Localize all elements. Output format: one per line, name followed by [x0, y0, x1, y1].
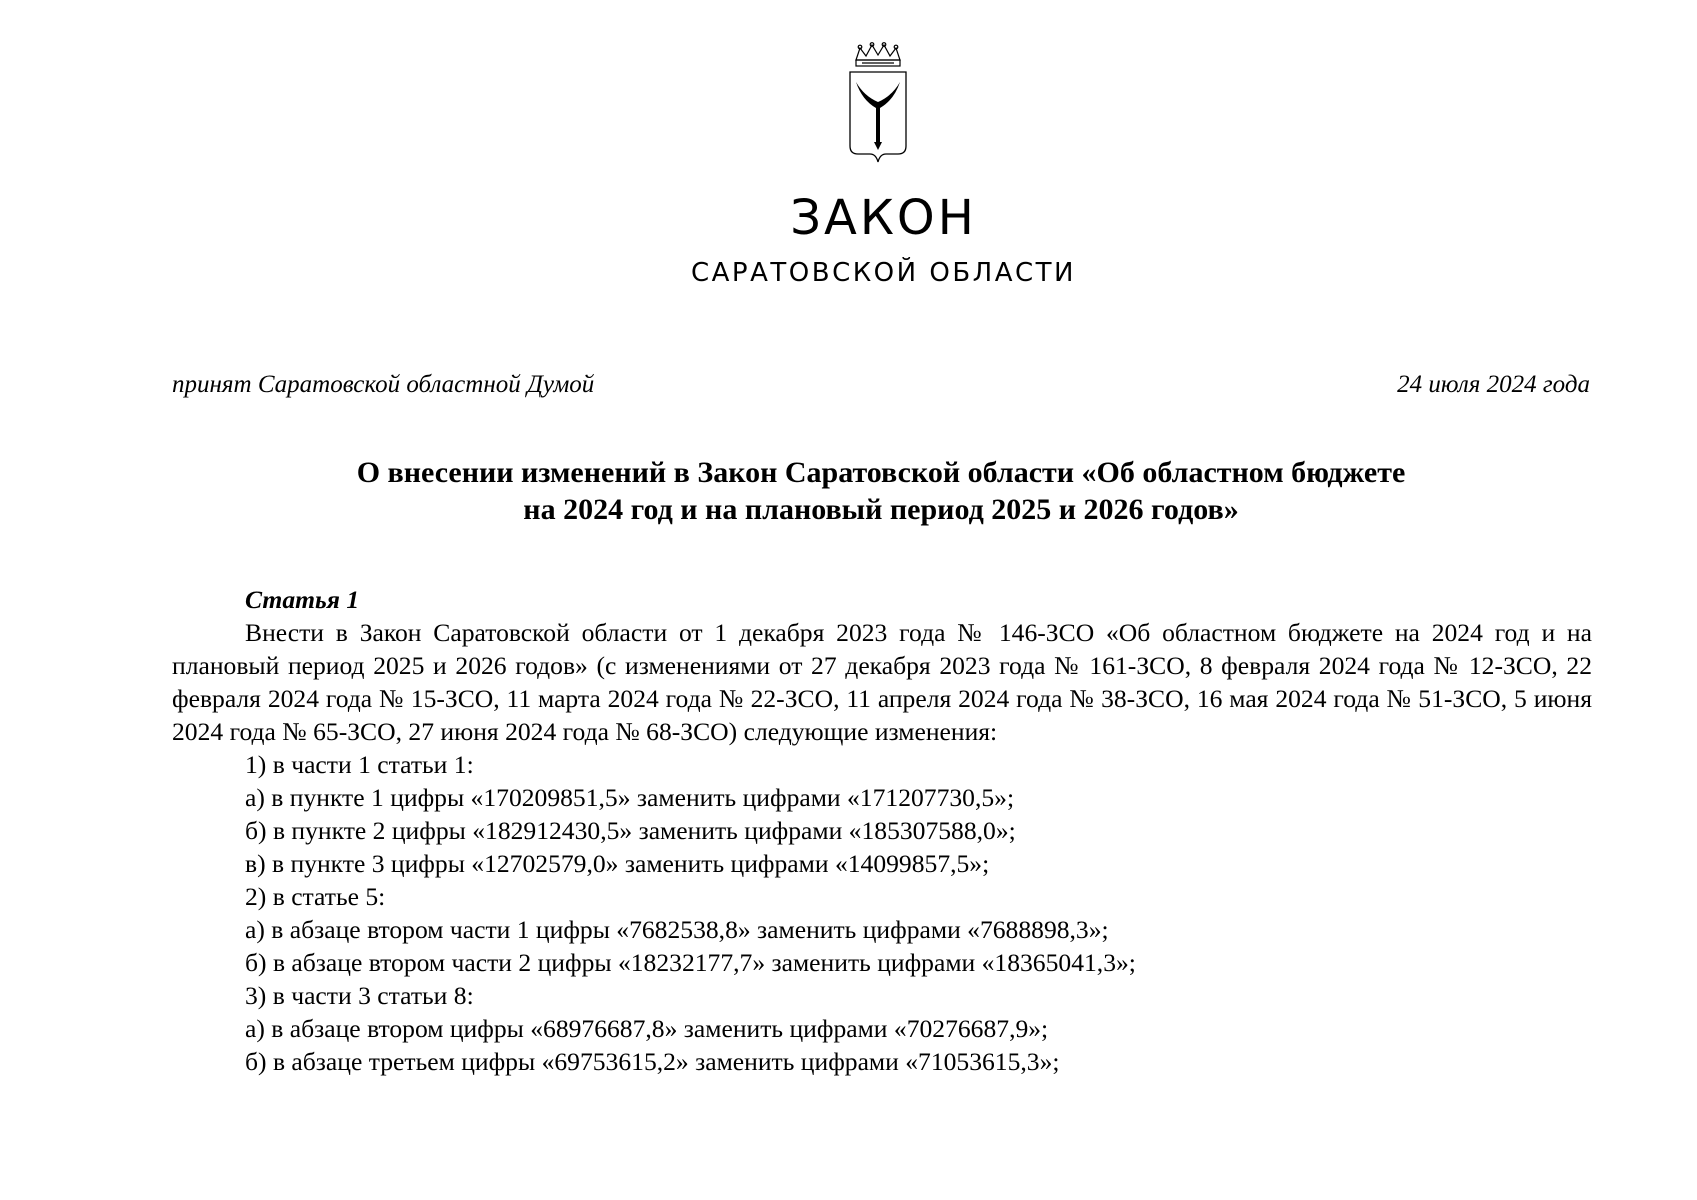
- list-item: б) в абзаце третьем цифры «69753615,2» заменить цифрами «71053615,3»;: [245, 1047, 1060, 1076]
- list-item: 3) в части 3 статьи 8:: [245, 981, 474, 1010]
- document-heading: [172, 454, 1590, 528]
- document-heading-line: на 2024 год и на плановый период 2025 и 2026 годов»: [523, 493, 1239, 526]
- list-item: б) в пункте 2 цифры «182912430,5» заменить цифрами «185307588,0»;: [245, 816, 1016, 845]
- list-item: а) в абзаце втором цифры «68976687,8» заменить цифрами «70276687,9»;: [245, 1014, 1049, 1043]
- law-subtitle: САРАТОВСКОЙ ОБЛАСТИ: [690, 258, 1076, 288]
- list-item: в) в пункте 3 цифры «12702579,0» заменить цифрами «14099857,5»;: [245, 849, 990, 878]
- document-heading-line: О внесении изменений в Закон Саратовской области «Об областном бюджете: [356, 456, 1406, 489]
- list-item: 1) в части 1 статьи 1:: [245, 750, 474, 779]
- list-item: 2) в статье 5:: [245, 882, 386, 911]
- list-item: б) в абзаце втором части 2 цифры «18232177,7» заменить цифрами «18365041,3»;: [245, 948, 1136, 977]
- article-title: Статья 1: [245, 585, 360, 614]
- adoption-date: 24 июля 2024 года: [1397, 371, 1590, 398]
- coat-of-arms-icon: [846, 42, 910, 166]
- article-body: [172, 583, 1592, 1078]
- coat-of-arms-emblem: [846, 42, 910, 166]
- adopted-by-text: принят Саратовской областной Думой: [172, 371, 595, 398]
- list-item: а) в абзаце втором части 1 цифры «7682538,8» заменить цифрами «7688898,3»;: [245, 915, 1109, 944]
- law-title: ЗАКОН: [790, 190, 977, 246]
- list-item: а) в пункте 1 цифры «170209851,5» заменить цифрами «171207730,5»;: [245, 783, 1015, 812]
- article-intro-paragraph: Внести в Закон Саратовской области от 1 декабря 2023 года № 146-ЗСО «Об областном бюджете на 2024 год и на плановый период 2025 и 2026 годов» (с изменениями от 27 декабря 2023 года № 161-ЗСО, 8 февраля 2024 года № 12-ЗСО, 22 февраля 2024 года № 15-ЗСО, 11 марта 2024 года № 22-ЗСО, 11 апреля 2024 года № 38-ЗСО, 16 мая 2024 года № 51-ЗСО, 5 июня 2024 года № 65-ЗСО, 27 июня 2024 года № 68-ЗСО) следующие изменения:: [172, 618, 1592, 746]
